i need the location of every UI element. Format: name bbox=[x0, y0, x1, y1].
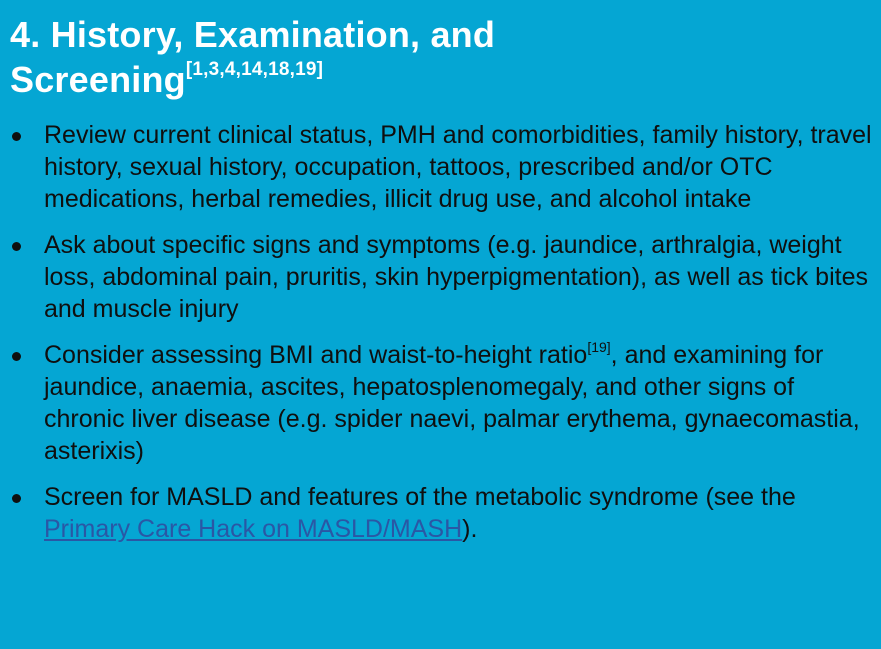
bullet-dot-icon bbox=[12, 494, 21, 503]
bullet-reference: [19] bbox=[587, 338, 611, 355]
bullet-text-end: ). bbox=[462, 515, 478, 543]
bullet-text: Ask about specific signs and symptoms (e.g. jaundice, arthralgia, weight loss, abdominal pain, pruritis, skin hyperpigmentation), as well as tick bites and muscle injury bbox=[44, 231, 868, 323]
bullet-dot-icon bbox=[12, 352, 21, 361]
masld-hack-link[interactable]: Primary Care Hack on MASLD/MASH bbox=[44, 515, 463, 543]
bullet-list bbox=[0, 119, 875, 545]
bullet-dot-icon bbox=[12, 132, 21, 141]
title-references: [1,3,4,14,18,19] bbox=[185, 59, 324, 80]
slide-title-line2: Screening bbox=[10, 59, 186, 100]
slide-title-line1: 4. History, Examination, and bbox=[10, 14, 496, 55]
bullet-text-start: Screen for MASLD and features of the metabolic syndrome (see the bbox=[44, 483, 796, 511]
bullet-item-examination bbox=[0, 339, 875, 467]
bullet-text: Review current clinical status, PMH and comorbidities, family history, travel history, sexual history, occupation, tattoos, prescribed and/or OTC medications, herbal remedies, illicit drug use, and alcohol intake bbox=[44, 121, 872, 213]
bullet-item-history bbox=[0, 119, 875, 215]
bullet-text-start: Consider assessing BMI and waist-to-height ratio bbox=[44, 341, 588, 369]
bullet-item-screening bbox=[0, 481, 875, 545]
bullet-item-symptoms bbox=[0, 229, 875, 325]
bullet-text-end: , and examining for jaundice, anaemia, ascites, hepatosplenomegaly, and other signs of chronic liver disease (e.g. spider naevi, palmar erythema, gynaecomastia, asterixis) bbox=[44, 341, 860, 465]
slide-title bbox=[10, 12, 870, 102]
bullet-dot-icon bbox=[12, 242, 21, 251]
